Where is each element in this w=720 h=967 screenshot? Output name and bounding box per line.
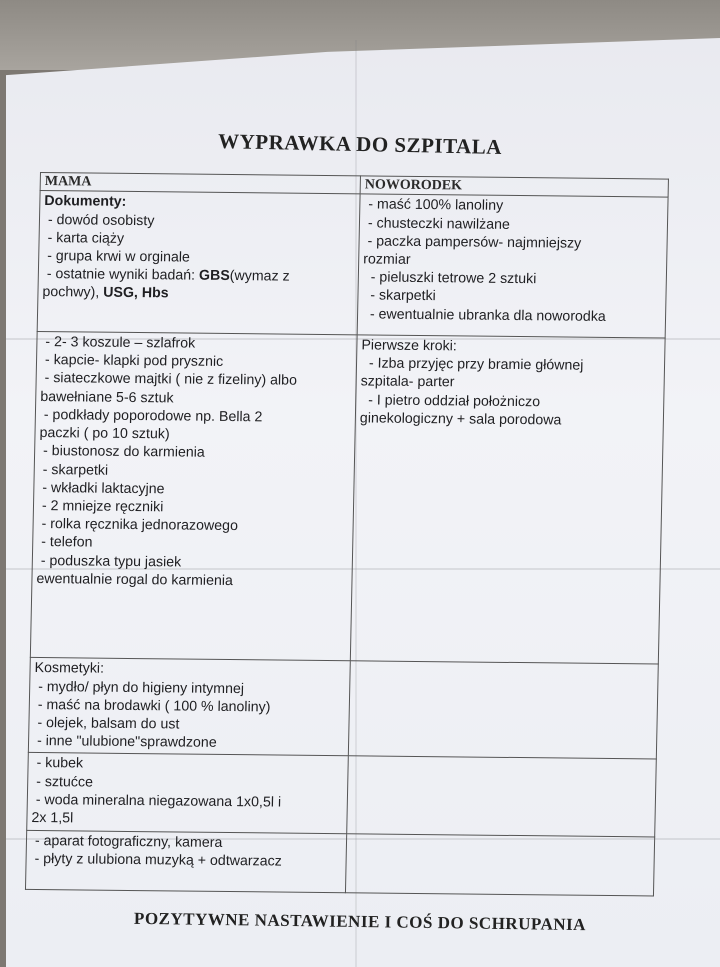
list-item: - siateczkowe majtki ( nie z fizeliny) albo <box>40 370 298 390</box>
list-item: rozmiar <box>363 251 411 268</box>
list-item: - kapcie- klapki pod prysznic <box>40 352 224 371</box>
list-item: - telefon <box>37 534 93 551</box>
list-item: - wkładki laktacyjne <box>38 479 165 498</box>
list-item: - sztućce <box>32 773 94 791</box>
list-item: - ostatnie wyniki badań: GBS(wymaz z <box>42 266 290 285</box>
list-item: 2x 1,5l <box>31 809 74 827</box>
list-item: - grupa krwi w orginale <box>43 247 191 266</box>
list-item: - podkłady poporodowe np. Bella 2 <box>39 406 263 426</box>
list-item: - aparat fotograficzny, kamera <box>30 832 223 851</box>
list-item: - paczka pampersów- najmniejszy <box>363 233 582 252</box>
list-item: - dowód osobisty <box>43 211 155 229</box>
list-item: - woda mineralna niegazowana 1x0,5l i <box>31 791 282 811</box>
list-item: - I pietro oddział położniczo <box>360 392 541 410</box>
column-header-noworodek: NOWORODEK <box>360 176 668 198</box>
list-item: paczki ( po 10 sztuk) <box>39 425 170 443</box>
mama-clothes-cell <box>30 332 357 662</box>
checklist-table <box>25 172 668 896</box>
list-item: - kubek <box>32 755 84 772</box>
footer-note: POZYTYWNE NASTAWIENIE I COŚ DO SCHRUPANIA <box>133 908 587 935</box>
list-item: - mydło/ płyn do higieny intymnej <box>34 678 245 697</box>
empty-cell <box>345 834 654 896</box>
empty-cell <box>348 661 658 759</box>
list-item: - ewentualnie ubranka dla noworodka <box>361 305 606 325</box>
cosmetics-heading: Kosmetyki: <box>34 660 105 678</box>
list-item: bawełniane 5-6 sztuk <box>40 388 174 407</box>
list-item: - 2 mniejze ręczniki <box>37 497 164 516</box>
list-item: - inne "ulubione"sprawdzone <box>32 733 217 752</box>
list-item: - pieluszki tetrowe 2 sztuki <box>362 269 537 288</box>
column-header-mama: MAMA <box>40 173 360 195</box>
list-item: - olejek, balsam do ust <box>33 715 180 733</box>
first-steps-heading: Pierwsze kroki: <box>361 337 457 355</box>
list-item: - rolka ręcznika jednorazowego <box>37 516 239 535</box>
list-item: - biustonosz do karmienia <box>38 443 205 462</box>
documents-cell <box>37 191 360 335</box>
list-item: - Izba przyjęc przy bramie głównej <box>360 355 584 374</box>
list-item: - poduszka typu jasiek <box>36 552 182 571</box>
list-item: - maść 100% lanoliny <box>364 196 504 215</box>
tableware-cell <box>27 753 349 834</box>
list-item: - maść na brodawki ( 100 % lanoliny) <box>33 696 271 716</box>
list-item: szpitala- parter <box>360 373 455 391</box>
document-title: WYPRAWKA DO SZPITALA <box>217 129 503 159</box>
list-item: - skarpetki <box>38 461 109 479</box>
list-item: - skarpetki <box>362 287 436 305</box>
list-item: - karta ciąży <box>43 229 125 247</box>
list-item: pochwy), USG, Hbs <box>42 284 169 302</box>
electronics-cell <box>25 830 346 893</box>
list-item: ewentualnie rogal do karmienia <box>36 570 234 589</box>
list-item: - 2- 3 koszule – szlafrok <box>41 334 196 352</box>
newborn-items-cell <box>357 194 668 338</box>
list-item: ginekologiczny + sala porodowa <box>359 410 562 429</box>
list-item: - płyty z ulubiona muzyką + odtwarzacz <box>30 850 282 870</box>
first-steps-cell <box>350 335 665 665</box>
list-item: - chusteczki nawilżane <box>363 214 511 233</box>
cosmetics-cell <box>28 658 350 756</box>
empty-cell <box>347 756 657 837</box>
documents-heading: Dokumenty: <box>44 193 127 211</box>
